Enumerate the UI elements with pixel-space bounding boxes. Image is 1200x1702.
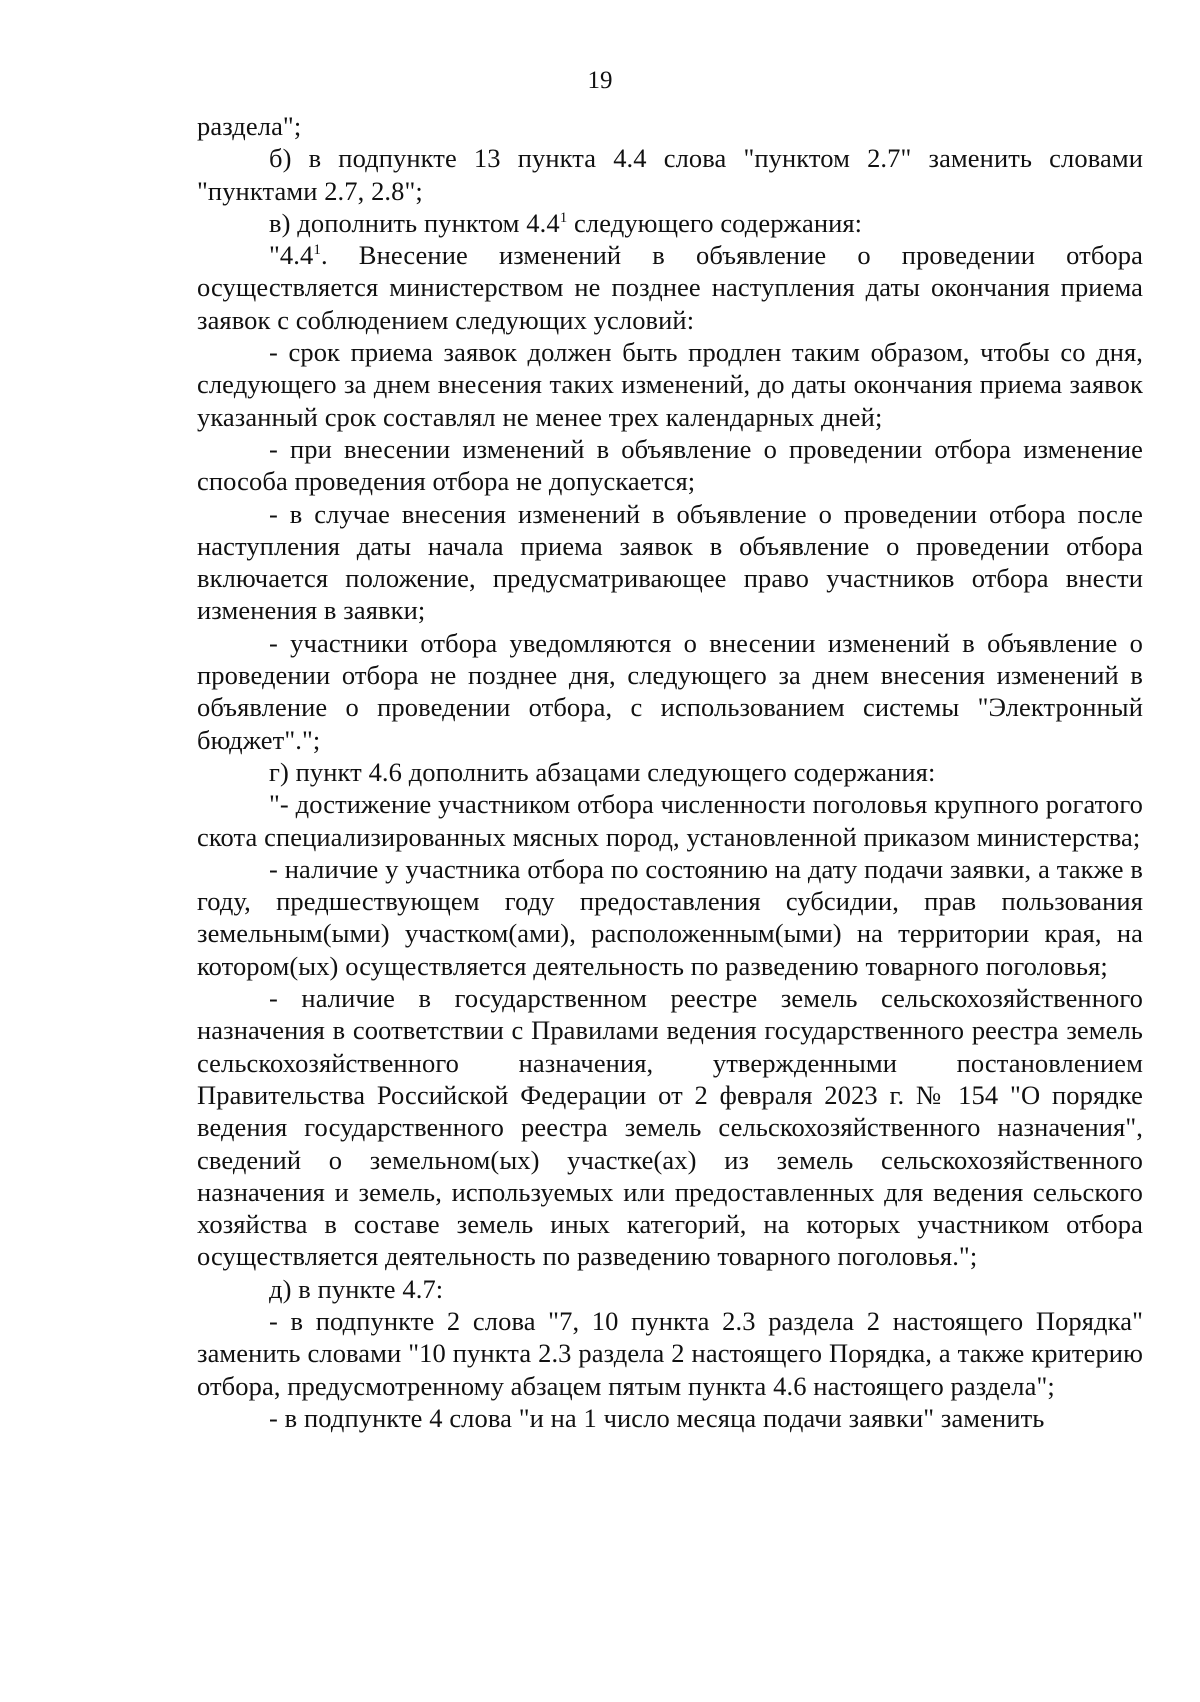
paragraph: - срок приема заявок должен быть продлен таким образом, чтобы со дня, следующего за днем внесения таких изменений, до даты окончания приема заявок указанный срок составлял не менее трех календарных дней; xyxy=(197,337,1143,432)
document-body xyxy=(197,110,1143,1434)
paragraph-text: в) дополнить пунктом 4.4 xyxy=(269,207,560,238)
paragraph: - в подпункте 2 слова "7, 10 пункта 2.3 раздела 2 настоящего Порядка" заменить словами "10 пункта 2.3 раздела 2 настоящего Порядка, а также критерию отбора, предусмотренному абзацем пятым пункта 4.6 настоящего раздела"; xyxy=(197,1305,1143,1401)
paragraph: - наличие у участника отбора по состоянию на дату подачи заявки, а также в году, предшествующем году предоставления субсидии, прав пользования земельным(ыми) участком(ами), расположенным(ыми) на территории края, на котором(ых) осуществляется деятельность по разведению товарного поголовья; xyxy=(197,853,1143,981)
paragraph: б) в подпункте 13 пункта 4.4 слова "пунктом 2.7" заменить словами "пунктами 2.7, 2.8"; xyxy=(197,143,1143,206)
paragraph xyxy=(197,207,1143,239)
page-number: 19 xyxy=(587,67,613,94)
paragraph: "- достижение участником отбора численности поголовья крупного рогатого скота специализированных мясных пород, установленной приказом министерства; xyxy=(197,789,1143,852)
paragraph: - наличие в государственном реестре земель сельскохозяйственного назначения в соответствии с Правилами ведения государственного реестра земель сельскохозяйственного назначения, утвержденными постановлением Правительства Российской Федерации от 2 февраля 2023 г. № 154 "О порядке ведения государственного реестра земель сельскохозяйственного назначения", сведений о земельном(ых) участке(ах) из земель сельскохозяйственного назначения и земель, используемых или предоставленных для ведения сельского хозяйства в составе земель иных категорий, на которых участником отбора осуществляется деятельность по разведению товарного поголовья."; xyxy=(197,983,1143,1272)
paragraph-text: . Внесение изменений в объявление о проведении отбора осуществляется министерством не позднее наступления даты окончания приема заявок с соблюдением следующих условий: xyxy=(197,240,1143,335)
paragraph: раздела"; xyxy=(197,111,302,141)
superscript: 1 xyxy=(559,209,568,226)
paragraph: - при внесении изменений в объявление о проведении отбора изменение способа проведения отбора не допускается; xyxy=(197,433,1143,497)
superscript: 1 xyxy=(313,242,321,259)
paragraph xyxy=(197,239,1143,336)
paragraph-text: "4.4 xyxy=(269,240,314,271)
paragraph: - в подпункте 4 слова "и на 1 число месяца подачи заявки" заменить xyxy=(269,1402,1045,1433)
paragraph: - участники отбора уведомляются о внесении изменений в объявление о проведении отбора не позднее дня, следующего за днем внесения изменений в объявление о проведении отбора, с использованием системы "Электронный бюджет"."; xyxy=(197,627,1143,755)
paragraph: д) в пункте 4.7: xyxy=(269,1273,444,1304)
paragraph: г) пункт 4.6 дополнить абзацами следующего содержания: xyxy=(269,756,936,787)
paragraph-text: следующего содержания: xyxy=(567,207,863,238)
paragraph: - в случае внесения изменений в объявление о проведении отбора после наступления даты начала приема заявок в объявление о проведении отбора включается положение, предусматривающее право участников отбора внести изменения в заявки; xyxy=(197,498,1143,626)
